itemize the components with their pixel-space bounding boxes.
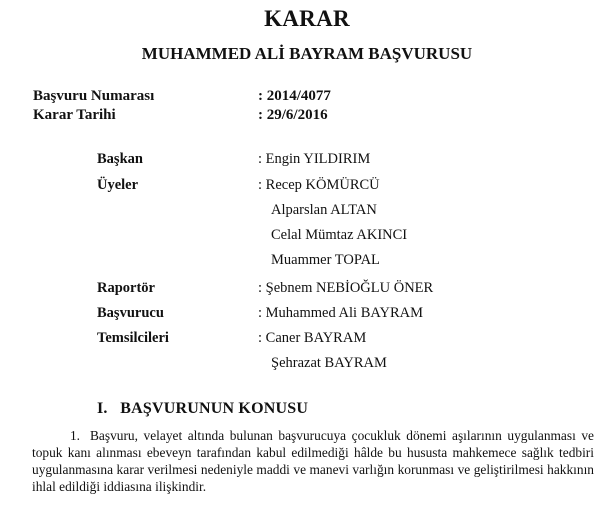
document-title: KARAR — [264, 6, 350, 31]
representatives-label: Temsilcileri — [97, 330, 169, 346]
decision-date-value: : 29/6/2016 — [258, 107, 328, 123]
application-number-label: Başvuru Numarası — [33, 88, 155, 104]
paragraph-text: Başvuru, velayet altında bulunan başvurucuya çocukluk dönemi aşılarının uygulanması ve topuk kanı alınması ebeveyn tarafından kabul edilmediği hâlde bu hususta mahkemece sağlık tedbiri uygulanmasına karar verilmesi nedeniyle maddi ve manevi varlığın korunması ve geliştirilmesi hakkının ihlal edildiği iddiasına ilişkindir. — [32, 428, 594, 494]
member-name: : Recep KÖMÜRCÜ — [258, 177, 380, 193]
decision-date-label: Karar Tarihi — [33, 107, 116, 123]
representative-name: : Caner BAYRAM — [258, 330, 367, 346]
application-number-value: : 2014/4077 — [258, 88, 331, 104]
member-name: Muammer TOPAL — [271, 252, 380, 268]
applicant-label: Başvurucu — [97, 305, 164, 321]
section-heading: I. BAŞVURUNUN KONUSU — [97, 400, 309, 417]
section-paragraph — [32, 427, 594, 495]
president-label: Başkan — [97, 151, 143, 167]
member-name: Alparslan ALTAN — [271, 202, 377, 218]
rapporteur-label: Raportör — [97, 280, 155, 296]
president-value: : Engin YILDIRIM — [258, 151, 371, 167]
representative-name: Şehrazat BAYRAM — [271, 355, 387, 371]
rapporteur-value: : Şebnem NEBİOĞLU ÖNER — [258, 280, 434, 296]
applicant-value: : Muhammed Ali BAYRAM — [258, 305, 424, 321]
paragraph-number: 1. — [69, 428, 80, 443]
document-subtitle: MUHAMMED ALİ BAYRAM BAŞVURUSU — [141, 44, 473, 63]
members-label: Üyeler — [97, 177, 139, 193]
member-name: Celal Mümtaz AKINCI — [271, 227, 408, 243]
